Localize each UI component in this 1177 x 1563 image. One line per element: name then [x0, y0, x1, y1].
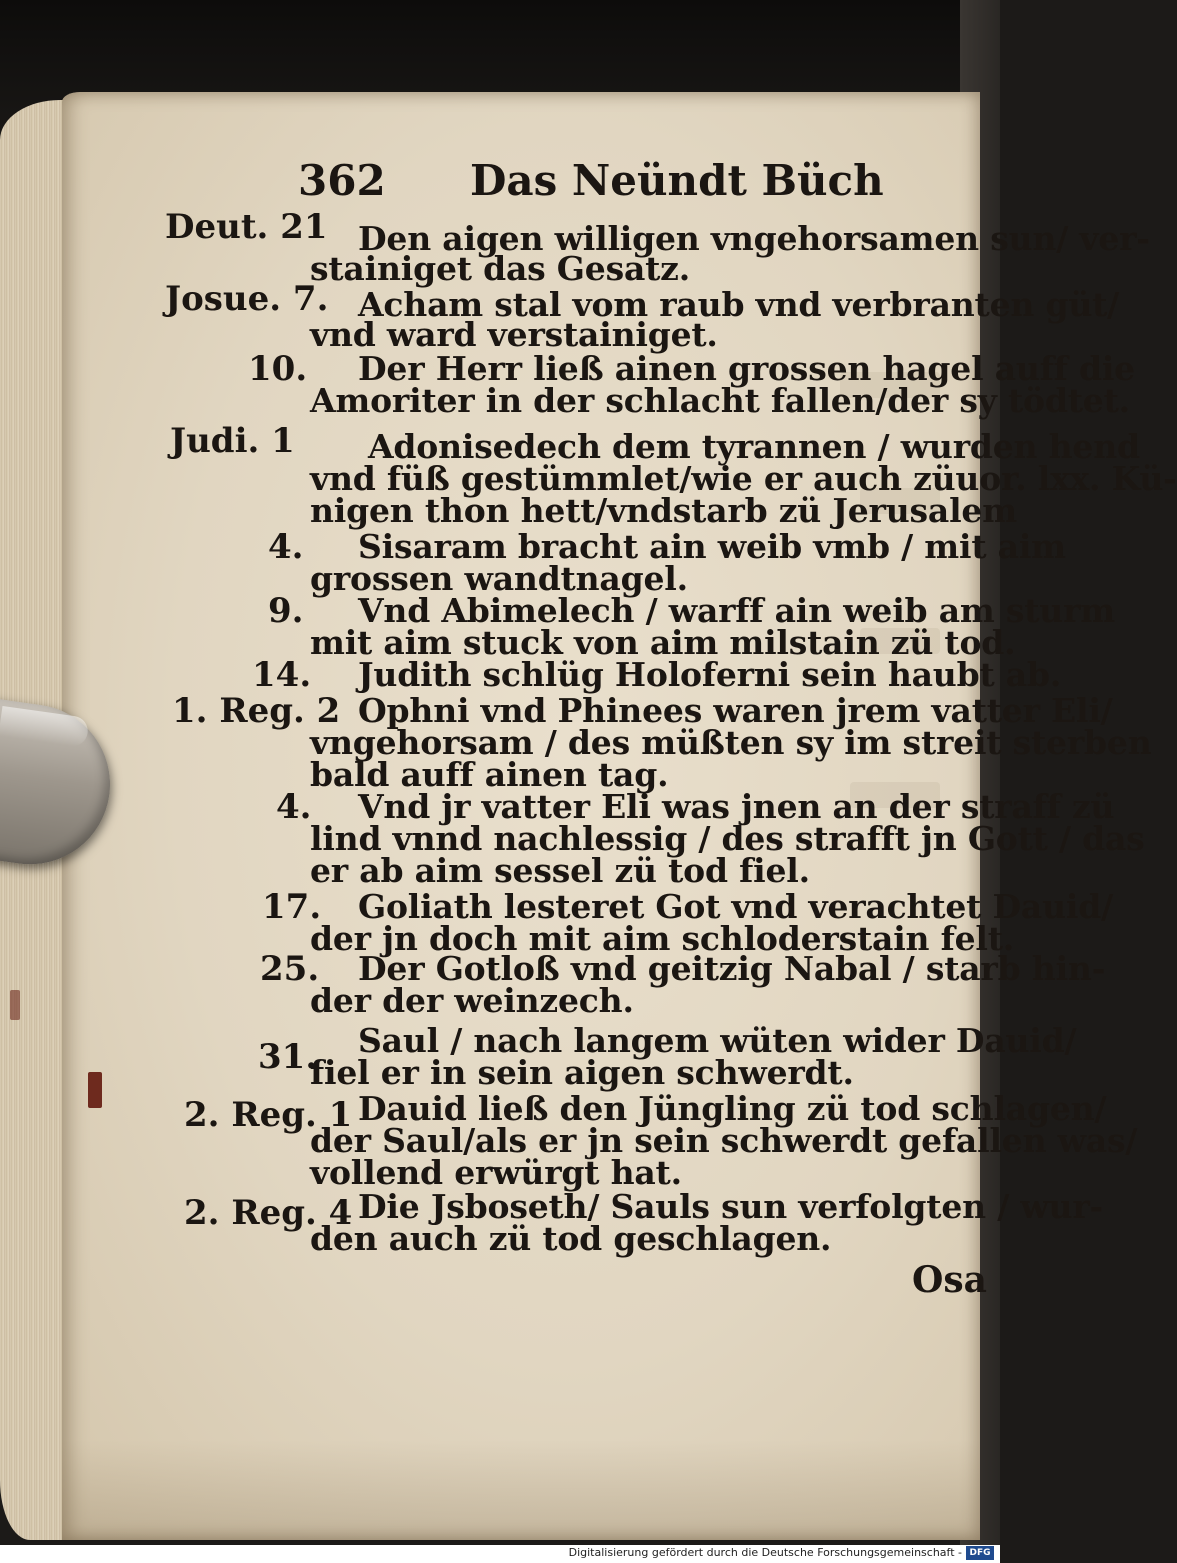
text-line: Acham stal vom raub vnd verbranten güt/ [358, 285, 1120, 324]
catchword: Osa [912, 1259, 987, 1301]
text-line: Dauid ließ den Jüngling zü tod schlagen/ [358, 1089, 1107, 1128]
text-line: Goliath lesteret Got vnd verachtet Dauid/ [358, 887, 1113, 926]
text-line: der der weinzech. [310, 981, 634, 1020]
text-line: Sisaram bracht ain weib vmb / mit aim [358, 527, 1066, 566]
text-line: vollend erwürgt hat. [310, 1153, 682, 1192]
text-line: Der Herr ließ ainen grossen hagel auff die [358, 349, 1135, 388]
margin-reference: 9. [268, 591, 304, 631]
text-line: bald auff ainen tag. [310, 755, 669, 794]
margin-reference: 2. Reg. 1 [184, 1095, 353, 1135]
text-line: er ab aim sessel zü tod fiel. [310, 851, 810, 890]
text-line: grossen wandtnagel. [310, 559, 688, 598]
margin-reference: 25. [260, 949, 320, 989]
dfg-logo[interactable]: DFG [966, 1546, 994, 1560]
text-line: Der Gotloß vnd geitzig Nabal / starb hin- [358, 949, 1106, 988]
text-line: Vnd Abimelech / warff ain weib am sturm [358, 591, 1116, 630]
text-line: vnd ward verstainiget. [310, 315, 718, 354]
text-line: fiel er in sein aigen schwerdt. [310, 1053, 854, 1092]
text-line: vnd füß gestümmlet/wie er auch züuor. lxx. Kü- [310, 459, 1177, 498]
margin-reference: Deut. 21 [165, 207, 328, 247]
funding-credit: Digitalisierung gefördert durch die Deutsche Forschungsgemeinschaft - [568, 1546, 962, 1559]
text-line: vngehorsam / des müßten sy im streit sterben [310, 723, 1152, 762]
text-line: der jn doch mit aim schloderstain felt. [310, 919, 1015, 958]
margin-reference: 10. [248, 349, 308, 389]
margin-reference: Judi. 1 [170, 421, 295, 461]
margin-reference: 2. Reg. 4 [184, 1193, 353, 1233]
margin-reference: 4. [276, 787, 312, 827]
margin-reference: 4. [268, 527, 304, 567]
text-line: Amoriter in der schlacht fallen/der sy tödtet. [310, 381, 1130, 420]
page-number: 362 [298, 156, 386, 205]
text-line: Judith schlüg Holoferni sein haubt ab. [358, 655, 1062, 694]
margin-reference: 31. [258, 1037, 318, 1077]
text-line: stainiget das Gesatz. [310, 249, 691, 288]
text-line: mit aim stuck von aim milstain zü tod. [310, 623, 1016, 662]
text-line: Vnd jr vatter Eli was jnen an der straff zü [358, 787, 1115, 826]
text-line: Saul / nach langem wüten wider Dauid/ [358, 1021, 1077, 1060]
text-line: Den aigen willigen vngehorsamen sun/ ver- [358, 219, 1150, 258]
text-line: Die Jsboseth/ Sauls sun verfolgten / wur- [358, 1187, 1104, 1226]
margin-reference: 17. [262, 887, 322, 927]
text-line: Adonisedech dem tyrannen / wurden hend [368, 427, 1140, 466]
text-line: der Saul/als er jn sein schwerdt gefallen was/ [310, 1121, 1138, 1160]
margin-reference: 1. Reg. 2 [172, 691, 341, 731]
running-title: Das Neündt Büch [470, 156, 884, 205]
text-line: nigen thon hett/vndstarb zü Jerusalem [310, 491, 1017, 530]
margin-reference: 14. [252, 655, 312, 695]
text-line: den auch zü tod geschlagen. [310, 1219, 832, 1258]
text-line: Ophni vnd Phinees waren jrem vatter Eli/ [358, 691, 1113, 730]
margin-reference: Josue. 7. [165, 279, 329, 319]
text-line: lind vnnd nachlessig / des strafft jn Gott / das [310, 819, 1145, 858]
